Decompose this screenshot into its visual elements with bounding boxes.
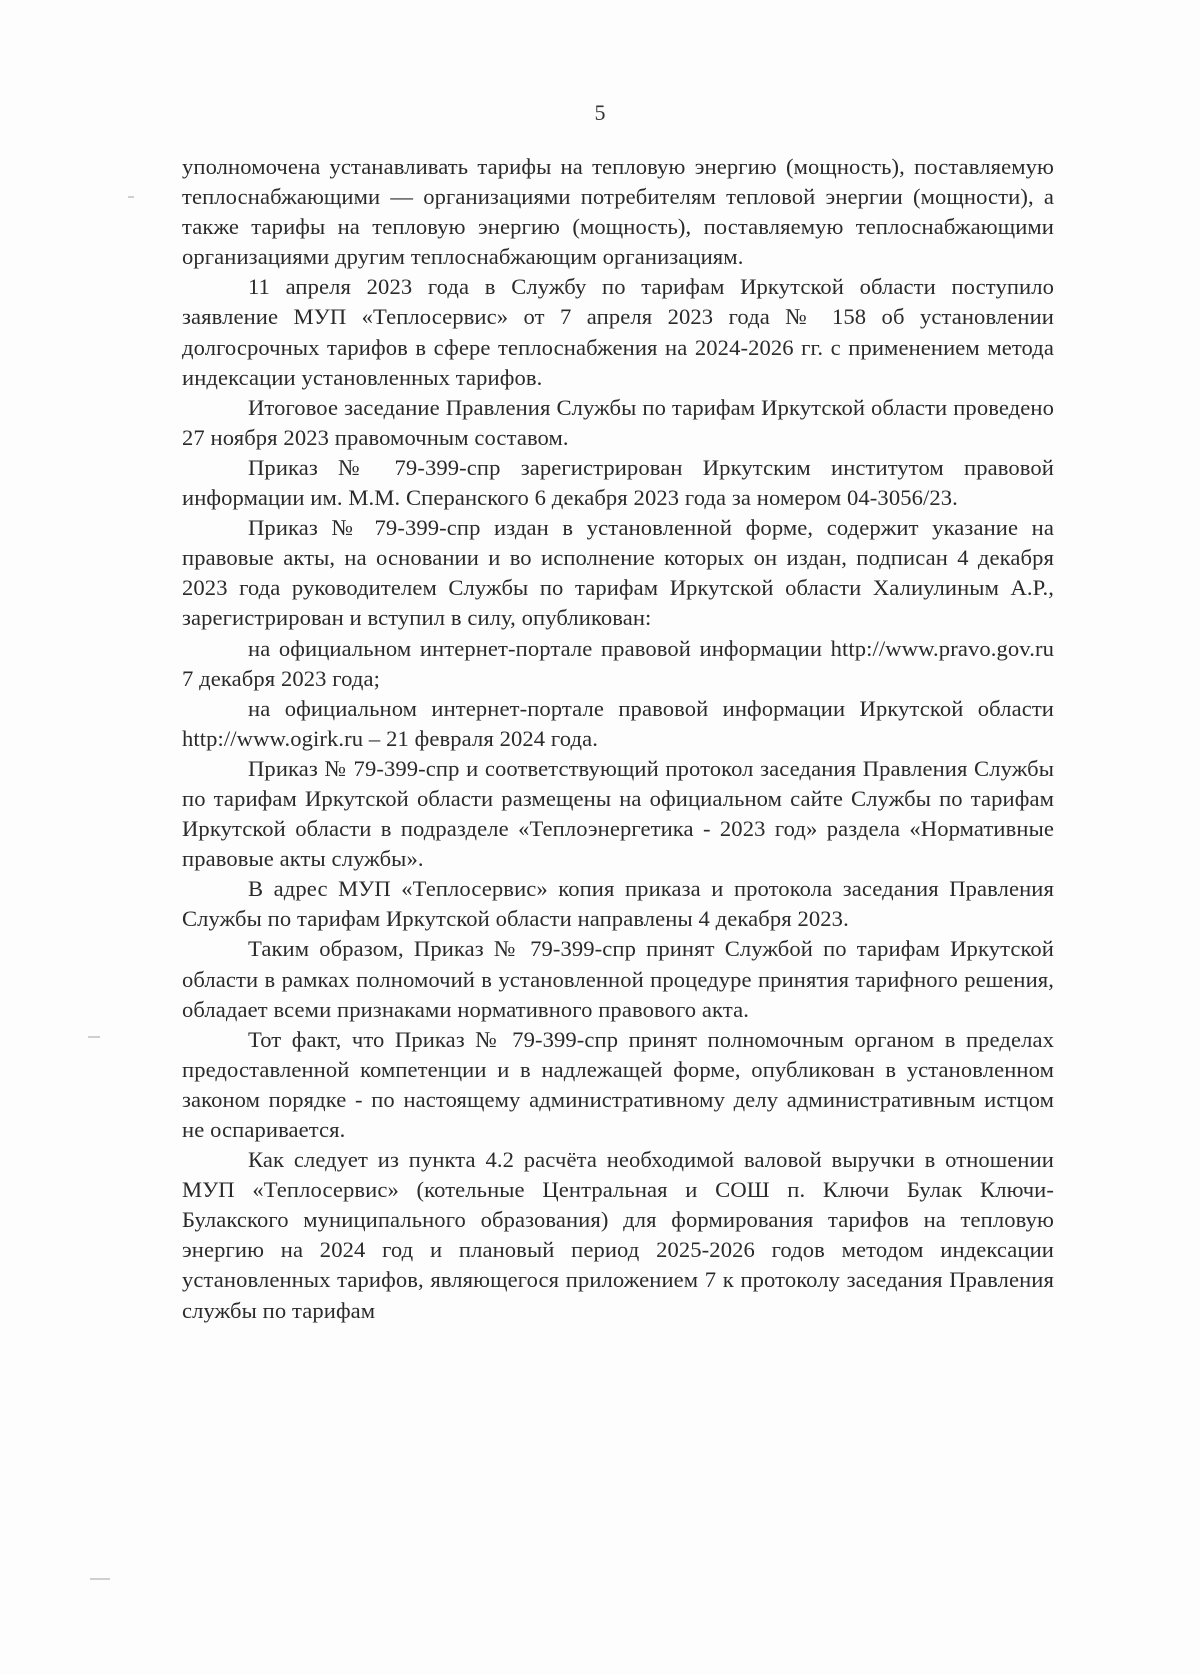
paragraph-issued-form: Приказ № 79-399-спр издан в установленной форме, содержит указание на правовые акты, на основании и во исполнение которых он издан, подписан 4 декабря 2023 года руководителем Службы по тарифам Иркутской области Халиулиным А.Р., зарегистрирован и вступил в силу, опубликован:: [182, 515, 1054, 631]
paragraph-application: 11 апреля 2023 года в Службу по тарифам Иркутской области поступило заявление МУП «Теплосервис» от 7 апреля 2023 года № 158 об установлении долгосрочных тарифов в сфере теплоснабжения на 2024-2026 гг. с применением метода индексации установленных тарифов.: [182, 274, 1054, 390]
scan-artifact: [88, 1036, 100, 1038]
paragraph-published-ogirk: на официальном интернет-портале правовой информации Иркутской области http://www.ogirk.ru – 21 февраля 2024 года.: [182, 695, 1054, 751]
paragraph-continuation: уполномочена устанавливать тарифы на тепловую энергию (мощность), поставляемую теплоснабжающими — организациями потребителям тепловой энергии (мощности), а также тарифы на тепловую энергию (мощность), поставляемую теплоснабжающими организациями другим теплоснабжающим организациям.: [182, 154, 1054, 270]
paragraph-copy-sent: В адрес МУП «Теплосервис» копия приказа и протокола заседания Правления Службы по тарифам Иркутской области направлены 4 декабря 2023.: [182, 876, 1054, 932]
scan-artifact: [128, 196, 134, 198]
document-body: [182, 152, 1054, 1326]
scan-artifact: [90, 1578, 110, 1580]
paragraph-conclusion: Таким образом, Приказ № 79-399-спр принят Службой по тарифам Иркутской области в рамках полномочий в установленной процедуре принятия тарифного решения, обладает всеми признаками нормативного правового акта.: [182, 936, 1054, 1022]
page-number: 5: [594, 100, 606, 125]
paragraph-registration: Приказ № 79-399-спр зарегистрирован Иркутским институтом правовой информации им. М.М. Сперанского 6 декабря 2023 года за номером 04-3056/23.: [182, 454, 1054, 511]
paragraph-published-pravo: на официальном интернет-портале правовой информации http://www.pravo.gov.ru 7 декабря 2023 года;: [182, 635, 1054, 691]
paragraph-final-meeting: Итоговое заседание Правления Службы по тарифам Иркутской области проведено 27 ноября 2023 правомочным составом.: [182, 394, 1054, 450]
paragraph-not-disputed: Тот факт, что Приказ № 79-399-спр принят полномочным органом в пределах предоставленной компетенции и в надлежащей форме, опубликован в установленном законом порядке - по настоящему административному делу административным истцом не оспаривается.: [182, 1026, 1054, 1142]
paragraph-calculation: Как следует из пункта 4.2 расчёта необходимой валовой выручки в отношении МУП «Теплосервис» (котельные Центральная и СОШ п. Ключи Булак Ключи- Булакского муниципального образования) для формирования тарифов на тепловую энергию на 2024 год и плановый период 2025-2026 годов методом индексации установленных тарифов, являющегося приложением 7 к протоколу заседания Правления службы по тарифам: [182, 1147, 1054, 1323]
paragraph-website-placement: Приказ № 79-399-спр и соответствующий протокол заседания Правления Службы по тарифам Иркутской области размещены на официальном сайте Службы по тарифам Иркутской области в подразделе «Теплоэнергетика - 2023 год» раздела «Нормативные правовые акты службы».: [182, 755, 1054, 872]
